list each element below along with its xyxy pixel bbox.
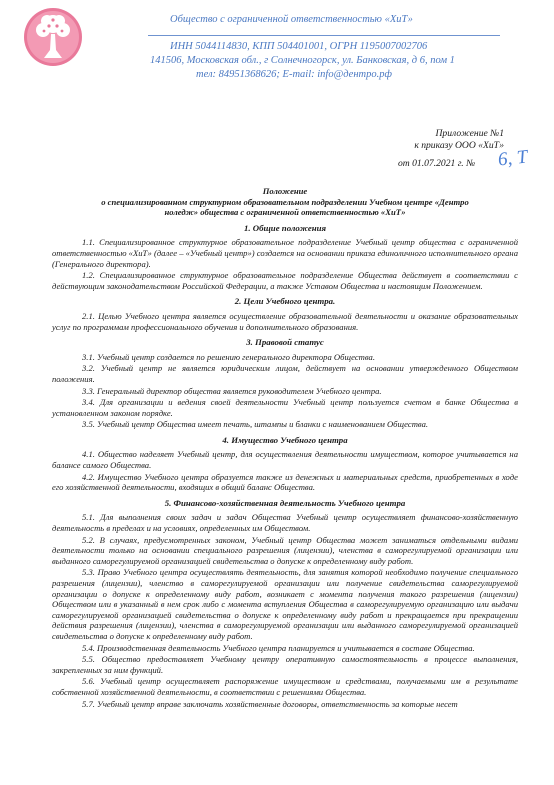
doc-title-1: Положение [262, 186, 308, 196]
company-contacts: тел: 84951368626; E-mail: info@дентро.рф [196, 69, 392, 80]
paragraph: 3.4. Для организации и ведения своей деятельности Учебный центр пользуется счетом в банке Общества в установленном законом порядке. [52, 397, 518, 418]
appendix-line-2: к приказу ООО «ХиТ» [414, 140, 504, 151]
section-heading: 2. Цели Учебного центра. [234, 296, 336, 307]
paragraph: 3.2. Учебный центр не является юридическим лицом, действует на основании утвержденного Обществом положения. [52, 363, 518, 384]
paragraph: 5.3. Право Учебного центра осуществлять деятельность, для занятия которой необходимо получение специального разрешения (лицензии), членство в саморегулируемой организации или получение свидетельства саморегулируемой организации о допуске к определенному виду работ, возникает с момента получения такого разрешения (лицензии) Обществом или в указанный в нем срок либо с момента вступления Общества в саморегулируемую организацию или выдачи саморегулируемой организацией свидетельства о допуске к определенному виду работ и прекращается при прекращении действия разрешения (лицензии), членства в саморегулируемой организации или выданного саморегулируемой организацией свидетельства о допуске к определенному виду работ. [52, 567, 518, 641]
paragraph: 2.1. Целью Учебного центра является осуществление образовательной деятельности и оказание образовательных услуг по программам профессионального обучения и дополнительного образования. [52, 310, 518, 332]
appendix-line-1: Приложение №1 [435, 128, 504, 139]
paragraph: 5.1. Для выполнения своих задач и задач Общества Учебный центр осуществляет финансово-хозяйственную деятельность в пределах и на условиях, определенных им Обществом. [52, 512, 518, 534]
document-body [52, 186, 518, 710]
company-registration: ИНН 5044114830, КПП 504401001, ОГРН 1195007002706 [170, 41, 428, 52]
section-heading: 5. Финансово-хозяйственная деятельность Учебного центра [164, 497, 406, 508]
handwritten-order-number: 6, Т [496, 146, 529, 171]
paragraph: 4.2. Имущество Учебного центра образуется также из денежных и материальных средств, приобретенных в ходе его хозяйственной деятельности, входящих в общий баланс Общества. [52, 471, 518, 493]
doc-title-2: о специализированном структурном образовательном подразделении Учебном центре «Дентро [101, 196, 469, 207]
company-address: 141506, Московская обл., г Солнечногорск, ул. Банковская, д 6, пом 1 [150, 55, 455, 66]
paragraph: 1.1. Специализированное структурное образовательное подразделение Учебный центр общества с ограниченной ответственностью «ХиТ» (далее – «Учебный центр») создается на основании приказа единоличного исполнительного органа (Генерального директора). [52, 237, 518, 269]
letterhead-divider [148, 35, 500, 36]
paragraph: 5.2. В случаях, предусмотренных законом, Учебный центр Общества может заниматься отдельными видами деятельности только на основании специального разрешения (лицензии), членства в саморегулируемой организации или выданного саморегулируемой организацией свидетельства о допуске к определенному виду работ. [52, 534, 518, 566]
paragraph: 1.2. Специализированное структурное образовательное подразделение Общества действует в соответствии с действующим законодательством Российской Федерации, а также Уставом Общества и настоящим Положением. [52, 270, 518, 291]
paragraph: 4.1. Общество наделяет Учебный центр, для осуществления деятельности имуществом, которое учитывается на балансе самого Общества. [52, 449, 518, 471]
paragraph: 5.7. Учебный центр вправе заключать хозяйственные договоры, ответственность за которые несет [82, 698, 458, 709]
paragraph: 5.4. Производственная деятельность Учебного центра планируется и учитывается в составе Общества. [82, 642, 475, 653]
section-heading: 3. Правовой статус [246, 337, 324, 348]
paragraph: 3.1. Учебный центр создается по решению генерального директора Общества. [82, 351, 375, 362]
paragraph: 3.3. Генеральный директор общества является руководителем Учебного центра. [82, 385, 382, 396]
paragraph: 3.5. Учебный центр Общества имеет печать, штампы и бланки с наименованием Общества. [82, 419, 429, 430]
company-name: Общество с ограниченной ответственностью «ХиТ» [170, 14, 413, 25]
appendix-line-3: от 01.07.2021 г. № [398, 158, 476, 169]
section-heading: 4. Имущество Учебного центра [222, 434, 348, 445]
paragraph: 5.5. Общество предоставляет Учебному центру оперативную самостоятельность в процессе выполнения, закрепленных за ним функций. [52, 654, 518, 675]
doc-title-3: ноледж» общества с ограниченной ответственностью «ХиТ» [164, 207, 406, 218]
tree-logo-icon [22, 6, 84, 68]
paragraph: 5.6. Учебный центр осуществляет распоряжение имуществом и средствами, получаемыми им в результате собственной хозяйственной деятельности, в соответствии с решениями Общества. [52, 676, 518, 697]
section-heading: 1. Общие положения [243, 222, 327, 233]
